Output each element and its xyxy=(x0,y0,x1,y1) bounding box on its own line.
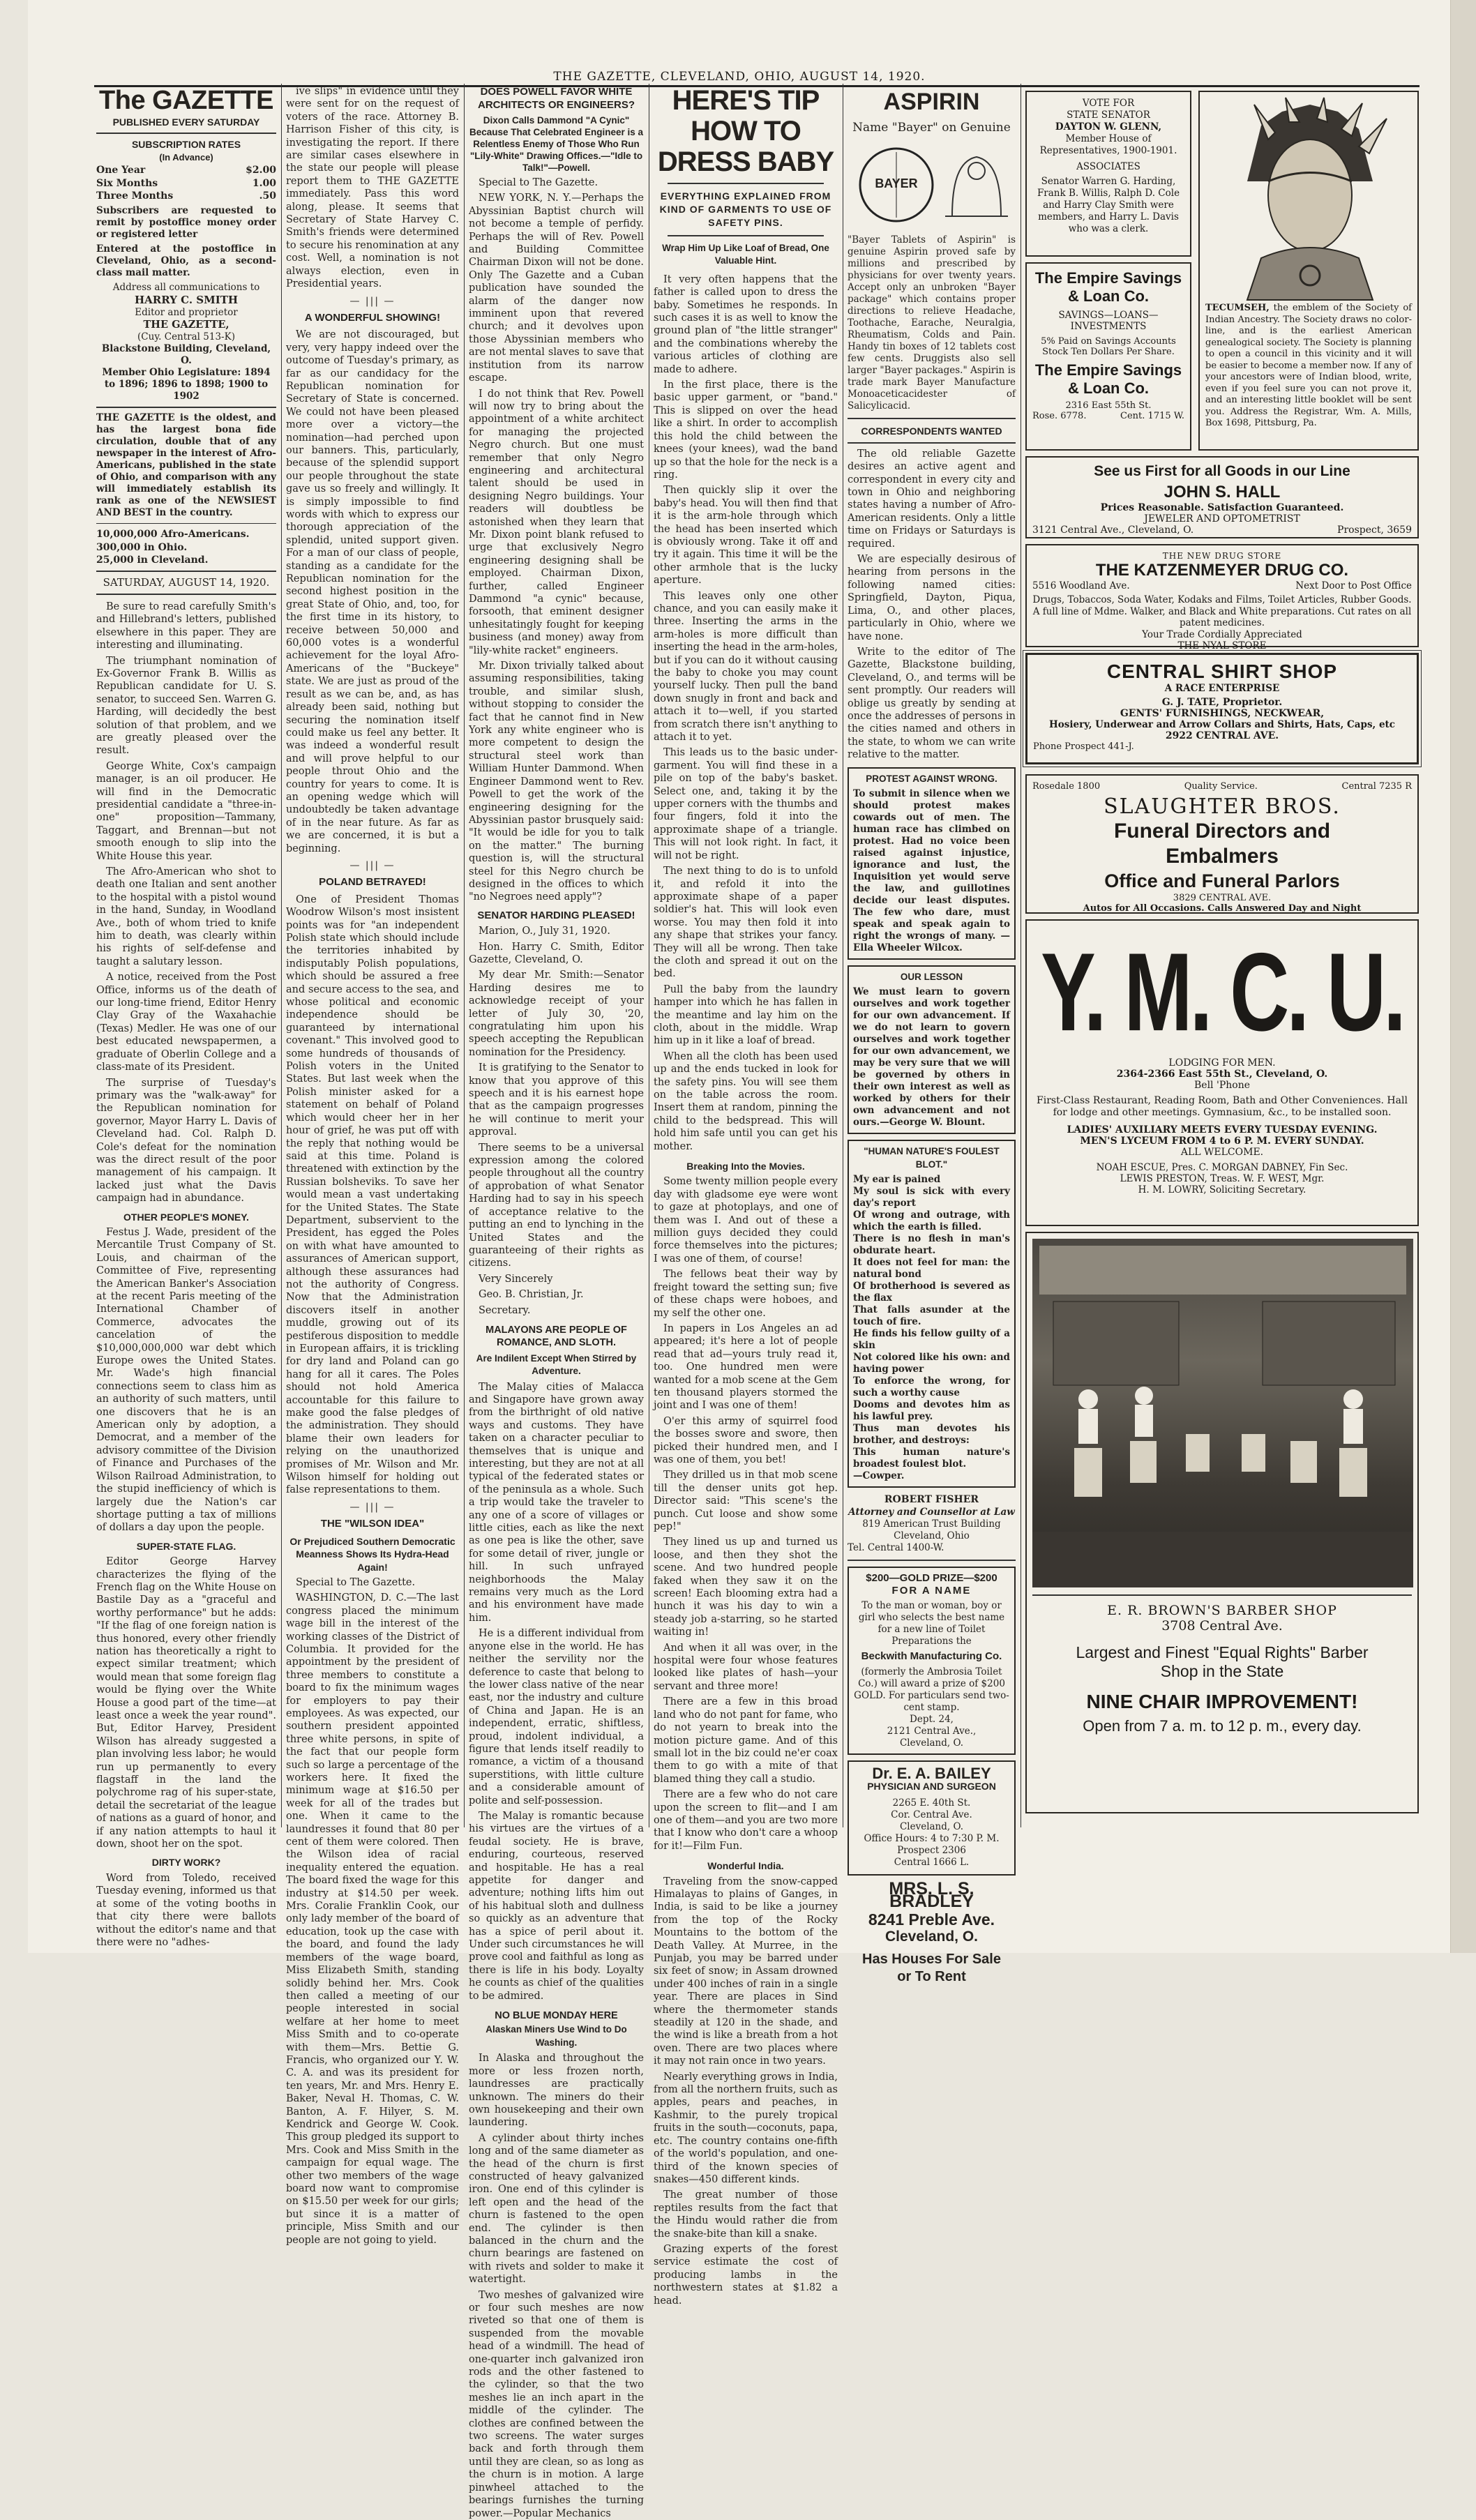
empire-address: 2316 East 55th St. xyxy=(1065,400,1152,411)
bailey-line: 2265 E. 40th St. xyxy=(892,1797,971,1809)
drug-address: 5516 Woodland Ave. xyxy=(1032,580,1130,591)
blot-box xyxy=(848,1140,1016,1488)
paragraph: Very Sincerely xyxy=(479,1273,553,1285)
shirt-furnishings xyxy=(1033,708,1411,719)
poem-line: There is no flesh in man's obdurate heart. xyxy=(853,1233,1010,1257)
paragraph: Then quickly slip it over the baby's head. You will then find that it is the arm-hole through which the head has been inserted which is obviously wrong. Take it off and try it again. This time it will be the other armhole that is the lucky aperture. xyxy=(654,485,838,587)
officer-line: NOAH ESCUE, Pres. C. MORGAN DABNEY, Fin Sec. xyxy=(1096,1162,1348,1173)
rate-label: Six Months xyxy=(96,177,158,189)
paragraph: In papers in Los Angeles an ad appeared; it's here a lot of people read that ad—yours truly read it, too. One hundred men were wanted for a mob scene at the Gem ten thousand players stormed the joint and I was one of them! xyxy=(654,1322,838,1412)
bayer-word: BAYER xyxy=(875,176,918,191)
poem-line: Thus man devotes his brother, and destroys: xyxy=(853,1423,1010,1447)
paragraph: There are a few who do not care upon the screen to flit—and I am one of them—and you are two more that I know who don't care a whoop for it!—Film Fun. xyxy=(654,1789,838,1852)
glenn-ad xyxy=(1025,91,1191,257)
poem-line: That falls asunder at the touch of fire. xyxy=(853,1304,1010,1328)
hall-title: JEWELER AND OPTOMETRIST xyxy=(1144,513,1300,525)
paragraph: A cylinder about thirty inches long and of the same diameter as the head of the churn is first constructed of heavy galvanized iron. One end of this cylinder is left open and the head of the churn is fastened to the open end. The cylinder is then balanced in the churn and the churn bearings are fastened on with rivets and solder to make it watertight. xyxy=(469,2132,644,2286)
empire-phone-2: Cent. 1715 W. xyxy=(1120,411,1184,421)
bailey-line: Cor. Central Ave. xyxy=(891,1809,972,1820)
paragraph: And when it all was over, in the hospital were four whose features looked like plates of hash—your servant and three more! xyxy=(654,1642,838,1692)
poem-line: He finds his fellow guilty of a skin xyxy=(853,1328,1010,1352)
paragraph: Traveling from the snow-capped Himalayas to plains of Ganges, in India, is said to be like a journey from the top of the Rocky Mountains to the bottom of the Death Valley. At Murree, in the Punjab, you may be barred under six feet of snow; in Assam drowned under 400 inches of rain in a single year. There are places in Sind where the thermometer stands steadily at 120 in the shade, and the wind is like a breath from a hot oven. There are two places where it may not rain once in two years. xyxy=(654,1876,838,2067)
slaughter-address: 3829 CENTRAL AVE. xyxy=(1173,893,1272,903)
paragraph: Pull the baby from the laundry hamper into which he has fallen in the meantime and lay him on the cloth, about in the middle. Wrap him up in it like a loaf of bread. xyxy=(654,983,838,1047)
paragraph: They lined us up and turned us loose, and then they shot the scene. And two hundred people faked when they saw it on the screen! Each blooming extra had a hunch it was his day to win a steady job a-starring, so he started waiting in! xyxy=(654,1537,838,1638)
others-heading: OTHER PEOPLE'S MONEY. xyxy=(123,1211,249,1223)
ymcu-ad xyxy=(1025,919,1419,1226)
aspirin-body: "Bayer Tablets of Aspirin" is genuine Aspirin proved safe by millions and prescribed by physicians for over twenty years. Accept only an unbroken "Bayer package" which contains proper directions to relieve Headache, Toothache, Earache, Neuralgia, Rheumatism, Colds and Pain. Handy tin boxes of 12 tablets cost few cents. Druggists also sell larger "Bayer packages." Aspirin is trade mark Bayer Manufacture Monoaceticacidester of Salicylicacid. xyxy=(848,234,1016,412)
newspaper-page xyxy=(28,0,1451,2519)
paragraph: Write to the editor of The Gazette, Blackstone building, Cleveland, O., and terms will be sent promptly. Our readers will oblige us greatly by sending at once the addresses of persons in the cities named and others in the state, to whom we can write relative to the matter. xyxy=(848,646,1016,761)
paragraph: Mr. Dixon trivially talked about assuming responsibilities, taking trouble, and similar slush, without stopping to consider the fact that he cannot find in New York any white engineer who is more competent to design the structural steel work than William Hunter Dammond. When Engineer Dammond went to Rev. Powell to get the work of the engineering designing for the Abyssinian pastor brusquely said: "It would be idle for you to talk on the matter." The burning question is, will the structural steel for this Negro church be designed in the offices to which "no Negroes need apply"? xyxy=(469,661,644,903)
barber-line-1: Largest and Finest "Equal Rights" Barber xyxy=(1076,1643,1369,1661)
poland-heading: POLAND BETRAYED! xyxy=(319,876,426,889)
oldest-paragraph: THE GAZETTE is the oldest, and has the largest bona fide circulation, double that of any newspaper in the interest of Afro-Americans, published in the state of Ohio, and comparison with any will immediately establish its rank as one of the NEWSIEST AND BEST in the country. xyxy=(96,412,276,519)
editorial-paragraphs xyxy=(96,601,276,1205)
paragraph: The Malay is romantic because his virtues are the virtues of a feudal society. He is brave, enduring, courteous, reserved and hospitable. He has a real appetite for danger and adventure; nothing lifts him out of his habitual sloth and dullness so quickly as an adventure that has a spice of peril about it. Under such circumstances he will prove cool and faithful as long as there is life in his body. Loyalty he counts as chief of the qualities to be admired. xyxy=(469,1810,644,2002)
barber-address: 3708 Central Ave. xyxy=(1161,1618,1283,1634)
paragraph: This leads us to the basic under-garment. You will find these in a pile on top of the baby's basket. Select one, and, taking it by the upper corners with the thumbs and four fingers, fold it into the approximate shape of a triangle. This will not look right. In fact, it will not be right. xyxy=(654,747,838,861)
paper-name: The GAZETTE xyxy=(99,86,273,115)
blot-heading: "HUMAN NATURE'S FOULEST BLOT." xyxy=(864,1146,1000,1170)
malay-paragraphs xyxy=(469,1381,644,2003)
empire-name: The Empire Savings & Loan Co. xyxy=(1034,269,1182,305)
powell-subheading: Dixon Calls Dammond "A Cynic" Because That Celebrated Engineer is a Relentless Enemy of Those Who Run "Lily-White" Drawing Offices.—"Idle to Talk!"—Powell. xyxy=(469,115,644,173)
ymcu-officers xyxy=(1032,1162,1412,1195)
empire-stock: Stock Ten Dollars Per Share. xyxy=(1042,347,1175,357)
column-rule xyxy=(281,84,282,1827)
paragraph: He is a different individual from anyone else in the world. He has neither the servility nor the deference to caste that belong to the lower class native of the near east, nor the industry and culture of China and Japan. He is an independent, erratic, shiftless, proud, indolent individual, a figure that lends itself readily to romance, a victim of a thousand superstitions, with little culture and a considerable amount of polite and self-possession. xyxy=(469,1628,644,1806)
shirt-body: Hosiery, Underwear and Arrow Collars and Shirts, Hats, Caps, etc xyxy=(1049,719,1395,730)
aspirin-subheading: Name "Bayer" on Genuine xyxy=(852,121,1011,135)
india-heading: Wonderful India. xyxy=(707,1860,784,1872)
paragraph: Nearly everything grows in India, from all the northern fruits, such as apples, pears and peaches, in Kashmir, to the purely tropical fruits in the south—coconuts, papa, etc. The country contains one-fifth of the world's population, and one-third of the known species of snakes—450 different kinds. xyxy=(654,2071,838,2185)
paragraph: I do not think that Rev. Powell will now try to bring about the appointment of a white architect for managing the projected Negro church. But one must remember that only Negro engineering and architectural talent should be used in designing Negro buildings. Your readers will doubtless be astonished when they learn that Mr. Dixon point blank refused to urge that exclusively Negro engineering designing shall be employed. Chairman Dixon, further, called Engineer Dammond "a cynic" because, forsooth, that eminent designer unhesitatingly fought for keeping business (and money) away from "lily-white racket" engineers. xyxy=(469,388,644,656)
glenn-name: DAYTON W. GLENN, xyxy=(1055,121,1162,133)
powell-paragraphs xyxy=(469,176,644,904)
paragraph: The Malay cities of Malacca and Singapore have grown away from the birthright of old native ways and customs. They have taken on a character peculiar to themselves that is unique and interesting, but they are not at all typical of the federated states or of the peninsula as a whole. Such a trip would take the traveler to any one of a score of villages or little cities, each as like the next as one pea is like the other, save for some detail of river, jungle or hill. In such unfrayed neighborhoods the Malay remains very much as the Lord and his environment have made him. xyxy=(469,1381,644,1624)
beckwith-name: Beckwith Manufacturing Co. xyxy=(861,1650,1002,1663)
continued-paragraphs xyxy=(286,85,459,291)
paragraph: Special to The Gazette. xyxy=(296,1576,416,1588)
address-line: 2121 Central Ave., xyxy=(887,1725,977,1737)
paragraph: The fellows beat their way by freight toward the setting sun; five of these chaps were hoboes, and my self the other one. xyxy=(654,1269,838,1319)
movies-heading: Breaking Into the Movies. xyxy=(686,1161,805,1172)
bailey-box xyxy=(848,1760,1016,1876)
superstate-heading: SUPER-STATE FLAG. xyxy=(136,1540,236,1552)
fisher-tel: Tel. Central 1400-W. xyxy=(848,1541,944,1553)
paragraph: ive slips" in evidence until they were sent for on the request of voters of the race. Attorney B. Harrison Fisher of this city, is investigating the report. If there are similar cases elsewhere in the state our people will please report them to THE GAZETTE immediately. Pass this word along, please. It seems that Secretary of State Harvey C. Smith's friends were determined to secure his renomination at any cost. Well, a nomination is not always election, even in Presidential years. xyxy=(286,86,459,290)
paragraph: This leaves only one other chance, and you can easily make it three. Inserting the arms in the arm-holes is more difficult than inserting the head in the arm-holes, but if you can do it without causing the baby to choke you may count yourself lucky. Then pull the band down snugly in front and back and attach it to—well, if you started from scratch there isn't anything to attach it to yet. xyxy=(654,590,838,744)
slaughter-embalmers: Embalmers xyxy=(1166,845,1279,868)
tecumseh-text xyxy=(1205,303,1412,430)
beckwith-address xyxy=(853,1714,1010,1749)
fisher-address: 819 American Trust Building xyxy=(862,1518,1001,1530)
shirt-address: 2922 CENTRAL AVE. xyxy=(1165,730,1279,741)
slaughter-quality: Quality Service. xyxy=(1184,781,1258,792)
member-legislature: Member Ohio Legislature: 1894 to 1896; 1896 to 1898; 1900 to 1902 xyxy=(102,367,271,402)
blue-monday-paragraphs xyxy=(469,2052,644,2520)
vote-for: VOTE FOR xyxy=(1082,98,1135,109)
paragraph: Festus J. Wade, president of the Mercantile Trust Company of St. Louis, and chairman of the Committee of Five, representing the American Banker's Association at the recent Paris meeting of the International Chamber of Commerce, advocates the cancelation of the $10,000,000,000 war debt which Europe owes the United States. Mr. Wade's high financial connections seem to class him as an authority of such matters, until one discovers that he is an American only by adoption, a Democrat, and a member of the advisory committee of the Division of Finance and Purchases of the Wilson Railroad Administration, to the stupid inefficiency of which is largely due the Nation's car shortage putting a tax of millions of dollars a day upon the people. xyxy=(96,1226,276,1534)
tecumseh-name: TECUMSEH, xyxy=(1205,303,1270,313)
tecumseh-ad xyxy=(1198,91,1419,451)
drug-ad xyxy=(1025,544,1419,651)
in-advance: (In Advance) xyxy=(159,151,213,163)
bailey-line: Cleveland, O. xyxy=(899,1820,964,1832)
stat-line: 25,000 in Cleveland. xyxy=(96,554,209,566)
drug-body: Drugs, Tobaccos, Soda Water, Kodaks and Films, Toilet Articles, Rubber Goods. A full line of Mdme. Walker, and Black and White preparations. Cut rates on all patent medicines. xyxy=(1032,594,1412,628)
wilson-heading: THE "WILSON IDEA" xyxy=(320,1518,425,1530)
wilson-subheading: Or Prejudiced Southern Democratic Meanness Shows Its Hydra-Head Again! xyxy=(289,1535,455,1573)
bailey-details xyxy=(854,1797,1009,1869)
paragraph: NEW YORK, N. Y.—Perhaps the Abyssinian Baptist church will not become a temple of perfidy. Perhaps the will of Rev. Powell and Building Committee Chairman Dixon will not be done. Only The Gazette and a Cuban publication have sounded the alarm of the danger now imminent upon that revered church; and it devolves upon those Abyssinian members who are not mental slaves to save that institution from its narrow escape. xyxy=(469,193,644,384)
wilson-paragraphs xyxy=(286,1576,459,2247)
shirt-ad xyxy=(1025,653,1419,764)
paragraph: My dear Mr. Smith:—Senator Harding desires me to acknowledge receipt of your letter of July 30, '20, congratulating him upon his speech accepting the Republican nomination for the Presidency. xyxy=(469,969,644,1058)
paragraph: We are not discouraged, but very, very happy indeed over the outcome of Tuesday's primary, as far as our candidacy for the Republican nomination for Secretary of State is concerned. We could not have been pleased more over a victory—the nomination—had perched upon our banners. This, particularly, because of the splendid support our people throughout the state gave us so freely and willingly. It is simply impossible to find words with which to express our thorough appreciation of the splendid, united support given. For a man of our class of people, standing as a candidate for the Republican nomination for the second highest position in the great State of Ohio, and, too, for the first time in its history, to receive between 50,000 and 60,000 votes is a wonderful achievement for the loyal Afro-Americans of the "Buckeye" state. We are just as proud of the result as we can be, and, as has already been said, nothing but securing the nomination itself could make us feel any better. It was indeed a wonderful result and will prove helpful to our people throut Ohio and the country for years to come. It is an opening wedge which will undoubtedly be taken advantage of in the near future. As far as we are concerned, it is but a beginning. xyxy=(286,329,459,854)
poem-line: My soul is sick with every day's report xyxy=(853,1186,1010,1209)
paragraph: Grazing experts of the forest service estimate the cost of producing lambs in the northwestern states at $1.82 a head. xyxy=(654,2243,838,2307)
associates-body: Senator Warren G. Harding, Frank B. Willis, Ralph D. Cole and Harry Clay Smith were members, and Harry L. Davis who was a clerk. xyxy=(1037,176,1180,234)
date-line: SATURDAY, AUGUST 14, 1920. xyxy=(103,576,270,589)
dirty-paragraphs xyxy=(96,1872,276,1949)
editor-title: Editor and proprietor xyxy=(135,306,238,318)
slaughter-phones xyxy=(1032,781,1412,792)
subscription-heading: SUBSCRIPTION RATES xyxy=(131,139,241,151)
address-line: Cleveland, O. xyxy=(899,1737,964,1749)
ymcu-address: 2364-2366 East 55th St., Cleveland, O. xyxy=(1116,1069,1328,1080)
poem-line: Of brotherhood is severed as the flax xyxy=(853,1281,1010,1304)
column-4 xyxy=(654,85,838,2307)
empire-name-2: The Empire Savings & Loan Co. xyxy=(1034,361,1182,397)
paragraph: In Alaska and throughout the more or less frozen north, laundresses are practically unknown. The miners do their own housekeeping and their own laundering. xyxy=(469,2053,644,2129)
hall-line: See us First for all Goods in our Line xyxy=(1094,463,1350,479)
paragraph: Be sure to read carefully Smith's and Hillebrand's letters, published elsewhere in this paper. They are interesting and illuminating. xyxy=(96,601,276,651)
drug-name: THE KATZENMEYER DRUG CO. xyxy=(1095,561,1349,580)
baby-heading: HERE'S TIP HOW TO DRESS BABY xyxy=(657,85,834,177)
protest-body: To submit in silence when we should protest makes cowards out of men. The human race has climbed on protest. Had no voice been raised against injustice, ignorance and lust, the Inquisition yet would serve the law, and guillotines decide our least disputes. The few who dare, must speak and speak again to right the wrongs of many. —Ella Wheeler Wilcox. xyxy=(853,787,1010,953)
rate-label: One Year xyxy=(96,165,146,176)
column-rule xyxy=(464,84,465,1827)
correspondents-heading: CORRESPONDENTS WANTED xyxy=(861,425,1002,437)
state-senator: STATE SENATOR xyxy=(1067,110,1150,121)
entered-note: Entered at the postoffice in Cleveland, Ohio, as a second-class mail matter. xyxy=(96,243,276,279)
shirt-phone: Phone Prospect 441-J. xyxy=(1033,741,1134,752)
ymcu-phone: Bell 'Phone xyxy=(1194,1080,1250,1091)
ymcu-lyceum: MEN'S LYCEUM FROM 4 to 6 P. M. EVERY SUNDAY. xyxy=(1080,1135,1364,1147)
paragraph: The great number of those reptiles results from the fact that the Hindu would rather die from the snake-bite than kill a snake. xyxy=(654,2189,838,2240)
paragraph: We are especially desirous of hearing from persons in the following named cities: Springfield, Dayton, Piqua, Lima, O., and other places, particularly in Ohio, where we have none. xyxy=(848,554,1016,642)
rate-price: 1.00 xyxy=(252,177,276,189)
bailey-name: Dr. E. A. BAILEY xyxy=(872,1764,991,1782)
paragraph: They drilled us in that mob scene till the denser units got hep. Director said: "This scene's the punch. Cut loose and show some pep!" xyxy=(654,1470,838,1532)
masthead: THE GAZETTE, CLEVELAND, OHIO, AUGUST 14, 1920. xyxy=(553,70,926,84)
paragraph: Marion, O., July 31, 1920. xyxy=(479,926,610,937)
rate-price: $2.00 xyxy=(246,165,276,176)
paragraph: The surprise of Tuesday's primary was the "walk-away" for the Republican nomination for governor, Mayor Harry L. Davis of Cleveland had. Col. Ralph D. Cole's defeat for the nomination was the direct result of the poor management of his campaign. It lacked just what the Davis campaign had in abundance. xyxy=(96,1077,276,1205)
beckwith-body: (formerly the Ambrosia Toilet Co.) will award a prize of $200 GOLD. For particulars send two-cent stamp. xyxy=(854,1666,1009,1713)
blue-monday-heading: NO BLUE MONDAY HERE xyxy=(495,2010,618,2022)
slaughter-autos: Autos for All Occasions. Calls Answered Day and Night xyxy=(1083,903,1362,914)
lesson-body: We must learn to govern ourselves and work together for our own advancement. If we do not learn to govern ourselves and work together for our own advancement, we may be very sure that we will be governed by others in their own interest as well as worked by others for their own advancement and not ours.—George W. Blount. xyxy=(853,986,1010,1129)
paragraph: When all the cloth has been used up and the ends tucked in look for the safety pins. You will see them on the table across the room. Insert them at random, pinning the child to the bedspread. This will hold him safe until you can get his mother. xyxy=(654,1050,838,1152)
bradley-sale: Has Houses For Sale xyxy=(862,1952,1001,1968)
paragraph: The triumphant nomination of Ex-Governor Frank B. Willis as Republican candidate for U. S. senator, to succeed Sen. Warren G. Harding, will decidedly the best solution of that problem, and we are greatly pleased over the result. xyxy=(96,655,276,757)
harding-heading: SENATOR HARDING PLEASED! xyxy=(477,909,635,921)
poem-line: —Cowper. xyxy=(853,1470,905,1482)
correspondents-paragraphs xyxy=(848,448,1016,762)
empire-savings: SAVINGS—LOANS—INVESTMENTS xyxy=(1058,310,1159,332)
protest-box xyxy=(848,767,1016,960)
powell-heading: DOES POWELL FAVOR WHITE ARCHITECTS OR ENGINEERS? xyxy=(477,86,635,111)
lesson-box xyxy=(848,965,1016,1134)
fisher-name: ROBERT FISHER xyxy=(884,1494,979,1506)
paragraph: O'er this army of squirrel food the bosses swore and swore, then picked their hundred men, and I was one of them, you bet! xyxy=(654,1415,838,1465)
drug-top: THE NEW DRUG STORE xyxy=(1162,551,1282,561)
paragraph: There are a few in this broad land who do not pant for fame, who do not yearn to break into the motion picture game. And of this small lot in the biz could ne'er coax them to go with a mite of that blamed thing they call a studio. xyxy=(654,1696,838,1785)
aspirin-heading: ASPIRIN xyxy=(883,89,980,115)
paragraph: Special to The Gazette. xyxy=(479,177,598,188)
lesson-heading: OUR LESSON xyxy=(900,971,963,982)
drug-nyal: THE NYAL STORE xyxy=(1177,640,1267,651)
barber-nine-chair: NINE CHAIR IMPROVEMENT! xyxy=(1086,1691,1358,1712)
prize-body: To the man or woman, boy or girl who selects the best name for a new line of Toilet Preparations the xyxy=(858,1600,1005,1647)
fisher-city: Cleveland, Ohio xyxy=(894,1530,970,1541)
paragraph: One of President Thomas Woodrow Wilson's most insistent points was for "an independent Polish state which should include the territories inhabited by indisputably Polish populations, which should be assured a free and secure access to the sea, and whose political and economic independence should be guaranteed by international covenant." This involved good to some hundreds of thousands of Polish voters in the United States. But last week when the Polish minister asked for a statement on behalf of Poland which would cheer her in her hour of grief, he was put off with the reply that nothing would be said at this time. Poland is threatened with extinction by the Russian bolsheviks. To save her would mean a vast undertaking for the United States. The State Department, subservient to the President, has egged the Poles on with what have amounted to assurances of American support, although these assurances had not the authority of Congress. Now that the Administration discovers itself in another muddle, growing out of its pestiferous disposition to meddle in European affairs, it is trickling for dry land and Poland can go hang for all it cares. The Poles should not hold America accountable for this failure to make good the false pledges of the administration. They should blame their own leaders for relying on the unauthorized promises of Mr. Wilson and Mr. Wilson himself for holding out false representations to them. xyxy=(286,893,459,1496)
editor-name: HARRY C. SMITH xyxy=(134,294,239,307)
rates-list xyxy=(96,164,276,202)
prize-heading: $200—GOLD PRIZE—$200 xyxy=(866,1571,997,1584)
slaughter-funeral: Funeral Directors and xyxy=(1113,820,1331,843)
column-2 xyxy=(286,85,459,2246)
stat-line: 10,000,000 Afro-Americans. xyxy=(96,529,250,541)
bayer-logo xyxy=(848,139,1016,230)
empire-phone-1: Rose. 6778. xyxy=(1032,411,1087,421)
address-line: Dept. 24, xyxy=(910,1713,954,1725)
bradley-name: MRS. L. S. BRADLEY xyxy=(889,1878,974,1912)
poem-line: It does not feel for man: the natural bond xyxy=(853,1257,1010,1281)
shirt-race: A RACE ENTERPRISE xyxy=(1164,683,1280,694)
column-5 xyxy=(848,85,1016,1984)
population-stats xyxy=(96,528,276,566)
barber-line-2: Shop in the State xyxy=(1160,1662,1284,1680)
drug-location xyxy=(1032,580,1412,591)
paragraph: Two meshes of galvanized wire or four such meshes are now riveted so that one of them is suspended from the movable head of a windmill. The head of one-quarter inch galvanized iron rods and the other fastened to the cylinder, so that the two meshes lie an inch apart in the middle of the cylinder. The clothes are confined between the two screens. The water surges back and forth through them until they are clean, so as long as the churn is in motion. A large pinwheel attached to the bearings furnishes the turning power.—Popular Mechanics xyxy=(469,2289,644,2519)
hall-phone: Prospect, 3659 xyxy=(1337,525,1412,536)
poem-line: Dooms and devotes him as his lawful prey. xyxy=(853,1399,1010,1423)
poland-paragraphs xyxy=(286,893,459,1497)
shirt-name: CENTRAL SHIRT SHOP xyxy=(1106,661,1338,682)
paragraph: The old reliable Gazette desires an active agent and correspondent in every city and town in Ohio and neighboring states having a number of Afro-American residents. Only a little time on Fridays or Saturdays is required. xyxy=(848,448,1016,550)
column-1 xyxy=(96,85,276,1948)
dirty-heading: DIRTY WORK? xyxy=(151,1857,221,1869)
officer-line: H. M. LOWRY, Soliciting Secretary. xyxy=(1138,1184,1306,1195)
drug-next: Next Door to Post Office xyxy=(1295,580,1412,591)
stat-line: 300,000 in Ohio. xyxy=(96,541,188,553)
slaughter-rosedale: Rosedale 1800 xyxy=(1032,781,1101,792)
associates-heading: ASSOCIATES xyxy=(1076,161,1140,172)
india-paragraphs xyxy=(654,1876,838,2307)
malay-subheading: Are Indilent Except When Stirred by Adventure. xyxy=(476,1352,637,1377)
barber-ad xyxy=(1025,1232,1419,1813)
barber-chairs-icon xyxy=(1032,1239,1413,1587)
paragraph: There seems to be a universal expression among the colored people throughout all the country of approbation of what Senator Harding had to say in his speech of acceptance relative to the putting an end to lynching in the United States and the guaranteeing of their rights as citizens. xyxy=(469,1142,644,1269)
drug-trade: Your Trade Cordially Appreciated xyxy=(1142,628,1302,640)
paragraph: Geo. B. Christian, Jr. xyxy=(479,1289,584,1301)
rate-price: .50 xyxy=(259,190,276,202)
malay-heading: MALAYONS ARE PEOPLE OF ROMANCE, AND SLOTH. xyxy=(485,1324,627,1349)
separator: — ||| — xyxy=(349,1501,396,1513)
shirt-neckwear: NECKWEAR, xyxy=(1254,708,1325,719)
empire-percent: 5% Paid on Savings Accounts xyxy=(1041,336,1176,347)
paragraph: Editor George Harvey characterizes the flying of the French flag on the White House on Bastile Day as a "graceful and worthy performance" but he adds: "If the flag of one foreign nation is thus honored, every other friendly nation has theoretically a right to expect similar treatment; which would mean that some foreign flag would be flying over the White House a good part of the time—at least once a week the year round". But, Editor Harvey, President Wilson has already suggested a plan involving less labor; he would run up permanently to every flagstaff in the land the polychrome rag of his super-state, detail the secretariat of the league of nations as a guard of honor, and if any nation attempts to haul it down, shoot her on the spot. xyxy=(96,1556,276,1850)
paragraph: It very often happens that the father is called upon to dress the baby. Sometimes he responds. In such cases it is as well to know the ground plan of "the little stranger" and the combinations whereby the various articles of clothing are made to adhere. xyxy=(654,273,838,375)
baby-subheading: EVERYTHING EXPLAINED FROM KIND OF GARMENTS TO USE OF SAFETY PINS. xyxy=(659,190,832,228)
hall-prices: Prices Reasonable. Satisfaction Guaranteed. xyxy=(1100,502,1344,513)
paragraph: It is gratifying to the Senator to know that you approve of this speech and it is his earnest hope that as the campaign progresses he will continue to merit your approval. xyxy=(469,1062,644,1138)
rate-label: Three Months xyxy=(96,190,174,202)
paragraph: In the first place, there is the basic upper garment, or "band." This is slipped on over the head like a shirt. In order to accomplish this hold the child between the knees (your knees), wad the band up so that the hole for the neck is a ring. xyxy=(654,379,838,481)
blackstone-address: Blackstone Building, Cleveland, O. xyxy=(101,343,271,367)
prize-box xyxy=(848,1567,1016,1755)
address-line: Address all communications to xyxy=(112,282,260,294)
wonderful-paragraphs xyxy=(286,329,459,855)
movies-paragraphs xyxy=(654,1175,838,1853)
rate-row xyxy=(96,164,276,176)
hall-contact xyxy=(1032,525,1412,536)
paragraph: The next thing to do is to unfold it, and refold it into the approximate shape of a paper soldier's hat. This will look even worse. You may then fold it into any shape that strikes your fancy. They will all be wrong. Then take the cloth and spread it out on the bed. xyxy=(654,866,838,980)
published-line: PUBLISHED EVERY SATURDAY xyxy=(112,116,260,128)
protest-heading: PROTEST AGAINST WRONG. xyxy=(866,773,997,784)
separator: — ||| — xyxy=(349,859,396,871)
prize-subheading: FOR A NAME xyxy=(891,1585,972,1597)
harding-paragraphs xyxy=(469,925,644,1317)
empire-phones xyxy=(1032,411,1184,421)
slaughter-central: Central 7235 R xyxy=(1341,781,1412,792)
hall-ad xyxy=(1025,456,1419,538)
paragraph: Word from Toledo, received Tuesday evening, informed us that at some of the voting booths in that city there were ballots without the editor's name and that there were no "adhes- xyxy=(96,1872,276,1948)
slaughter-ad xyxy=(1025,774,1419,914)
poem-line: To enforce the wrong, for such a worthy cause xyxy=(853,1375,1010,1399)
bailey-line: Prospect 2306 xyxy=(897,1844,966,1856)
barber-shop-photo xyxy=(1032,1239,1413,1587)
blot-poem xyxy=(853,1174,1010,1482)
hall-address: 3121 Central Ave., Cleveland, O. xyxy=(1032,525,1194,536)
baby-paragraphs xyxy=(654,273,838,1153)
fisher-title: Attorney and Counsellor at Law xyxy=(848,1506,1015,1518)
paragraph: The Afro-American who shot to death one Italian and sent another to the hospital with a pistol wound in the hand, Sunday, in Woodland Ave., both of whom tried to knife him to death, was clearly within his rights of self-defense and taught a salutary lesson. xyxy=(96,866,276,967)
bradley-rent: or To Rent xyxy=(897,1968,966,1984)
paragraph: George White, Cox's campaign manager, is an oil producer. He will find in the Democratic presidential candidate a "three-in-one" proposition—Tammany, Taggart, and Brennan—but not smooth enough to slip into the White House this year. xyxy=(96,760,276,862)
others-paragraphs xyxy=(96,1226,276,1534)
baby-subheading-2: Wrap Him Up Like Loaf of Bread, One Valuable Hint. xyxy=(662,243,829,266)
ymcu-title: Y. M. C. U. xyxy=(1041,930,1403,1055)
paragraph: WASHINGTON, D. C.—The last congress placed the minimum wage bill in the interest of the working classes of the District of Columbia. It provided for the appointment by the president of three members to constitute a board to fix the minimum wages for employers to pay their employees. As was expected, our southern president appointed three white persons, in spite of the fact that our people form such so large a percentage of the workers here. It fixed the minimum wage at $16.50 per week for all of the trades but one. When it came to the laundresses it found that 80 per cent of them were colored. Then the Wilson idea of racial inequality entered the equation. The board fixed the wage for this industry at $14.50 per week. Mrs. Coralie Franklin Cook, our only lady member of the board of education, took up the case with the board, and found the lady members of the wage board, Miss Elizabeth Smith, standing solidly behind her. Mrs. Cook then called a meeting of our people interested in social welfare at her home to meet Miss Smith and to co-operate with them—Mrs. Bettie G. Francis, who organized our Y. W. C. A. and was its president for ten years, Mr. and Mrs. Henry E. Baker, Neval H. Thomas, C. W. Banton, A. F. Hilyer, S. M. Kendrick and George W. Cook. This group pledged its support to Mrs. Cook and Miss Smith in the campaign for equal wage. The other two members of the wage board now want to compromise on $15.50 per week for our girls; but since it is a matter of principle, Miss Smith and our people are not going to yield. xyxy=(286,1592,459,2246)
blue-monday-subheading: Alaskan Miners Use Wind to Do Washing. xyxy=(485,2024,627,2048)
column-6 xyxy=(1025,85,1419,1813)
poem-line: Of wrong and outrage, with which the earth is filled. xyxy=(853,1209,1010,1233)
rate-row xyxy=(96,190,276,202)
poem-line: My ear is pained xyxy=(853,1174,941,1186)
slaughter-name: SLAUGHTER BROS. xyxy=(1104,794,1341,819)
bailey-title: PHYSICIAN AND SURGEON xyxy=(867,1781,996,1793)
ymcu-welcome: ALL WELCOME. xyxy=(1180,1147,1264,1158)
column-3 xyxy=(469,85,644,2519)
gazette-line: THE GAZETTE, xyxy=(143,318,229,331)
poem-line: Not colored like his own: and having power xyxy=(853,1352,1010,1375)
rate-row xyxy=(96,177,276,190)
bradley-address: 8241 Preble Ave. xyxy=(868,1910,995,1929)
gazette-phone: (Cuy. Central 513-K) xyxy=(137,331,235,343)
tecumseh-portrait-icon xyxy=(1205,98,1412,300)
paragraph: Some twenty million people every day with gladsome eye were wont to gaze at photoplays, and one of them was I. And out of these a million guys decided they could force themselves into the pictures; I was one of them, of course! xyxy=(654,1176,838,1265)
bradley-city: Cleveland, O. xyxy=(884,1928,979,1945)
ymcu-body: First-Class Restaurant, Reading Room, Bath and Other Conveniences. Hall for lodge and other meetings. Gymnasium, &c., to be installed soon. xyxy=(1037,1095,1408,1118)
superstate-paragraphs xyxy=(96,1555,276,1850)
wonderful-heading: A WONDERFUL SHOWING! xyxy=(304,311,441,324)
slaughter-office: Office and Funeral Parlors xyxy=(1104,870,1340,891)
subscribers-note: Subscribers are requested to remit by postoffice money order or registered letter xyxy=(96,205,276,241)
tecumseh-body: the emblem of the Society of Indian Ancestry. The Society draws no color-line, and is the earliest American genealogical society. The Society is planning to open a council in this vicinity and it will be easier to become a member now. If any of your ancestors were of Indian blood, write, even if you feel sure you can not prove it, and an interesting little booklet will be sent you. Address the Registrar, Wm. A. Mills, Box 1698, Pittsburg, Pa. xyxy=(1205,303,1412,428)
ymcu-lodging: LODGING FOR MEN. xyxy=(1168,1057,1276,1069)
page-edge xyxy=(1450,0,1476,1953)
barber-hours: Open from 7 a. m. to 12 p. m., every day. xyxy=(1083,1717,1362,1735)
paragraph: Hon. Harry C. Smith, Editor Gazette, Cleveland, O. xyxy=(469,941,644,965)
ymcu-ladies: LADIES' AUXILIARY MEETS EVERY TUESDAY EVENING. xyxy=(1067,1124,1378,1135)
bailey-line: Central 1666 L. xyxy=(894,1856,970,1868)
empire-ad xyxy=(1025,262,1191,451)
paragraph: A notice, received from the Post Office, informs us of the death of our long-time friend, Editor Henry Clay Gray of the Waxahachie (Texas) Medler. He was one of our best educated newspapermen, a graduate of Oberlin College and a class-mate of its President. xyxy=(96,972,276,1073)
poem-line: This human nature's broadest foulest blot. xyxy=(853,1447,1010,1470)
separator: — ||| — xyxy=(349,295,396,307)
paragraph: Secretary. xyxy=(479,1304,531,1316)
shirt-furn: GENTS' FURNISHINGS, xyxy=(1120,708,1251,719)
hall-name: JOHN S. HALL xyxy=(1164,483,1281,501)
bailey-line: Office Hours: 4 to 7:30 P. M. xyxy=(864,1832,1000,1844)
officer-line: LEWIS PRESTON, Treas. W. F. WEST, Mgr. xyxy=(1120,1173,1325,1184)
shirt-proprietor: G. J. TATE, Proprietor. xyxy=(1161,697,1283,708)
barber-name: E. R. BROWN'S BARBER SHOP xyxy=(1107,1603,1337,1618)
glenn-member: Member House of Representatives, 1900-1901. xyxy=(1039,133,1177,156)
